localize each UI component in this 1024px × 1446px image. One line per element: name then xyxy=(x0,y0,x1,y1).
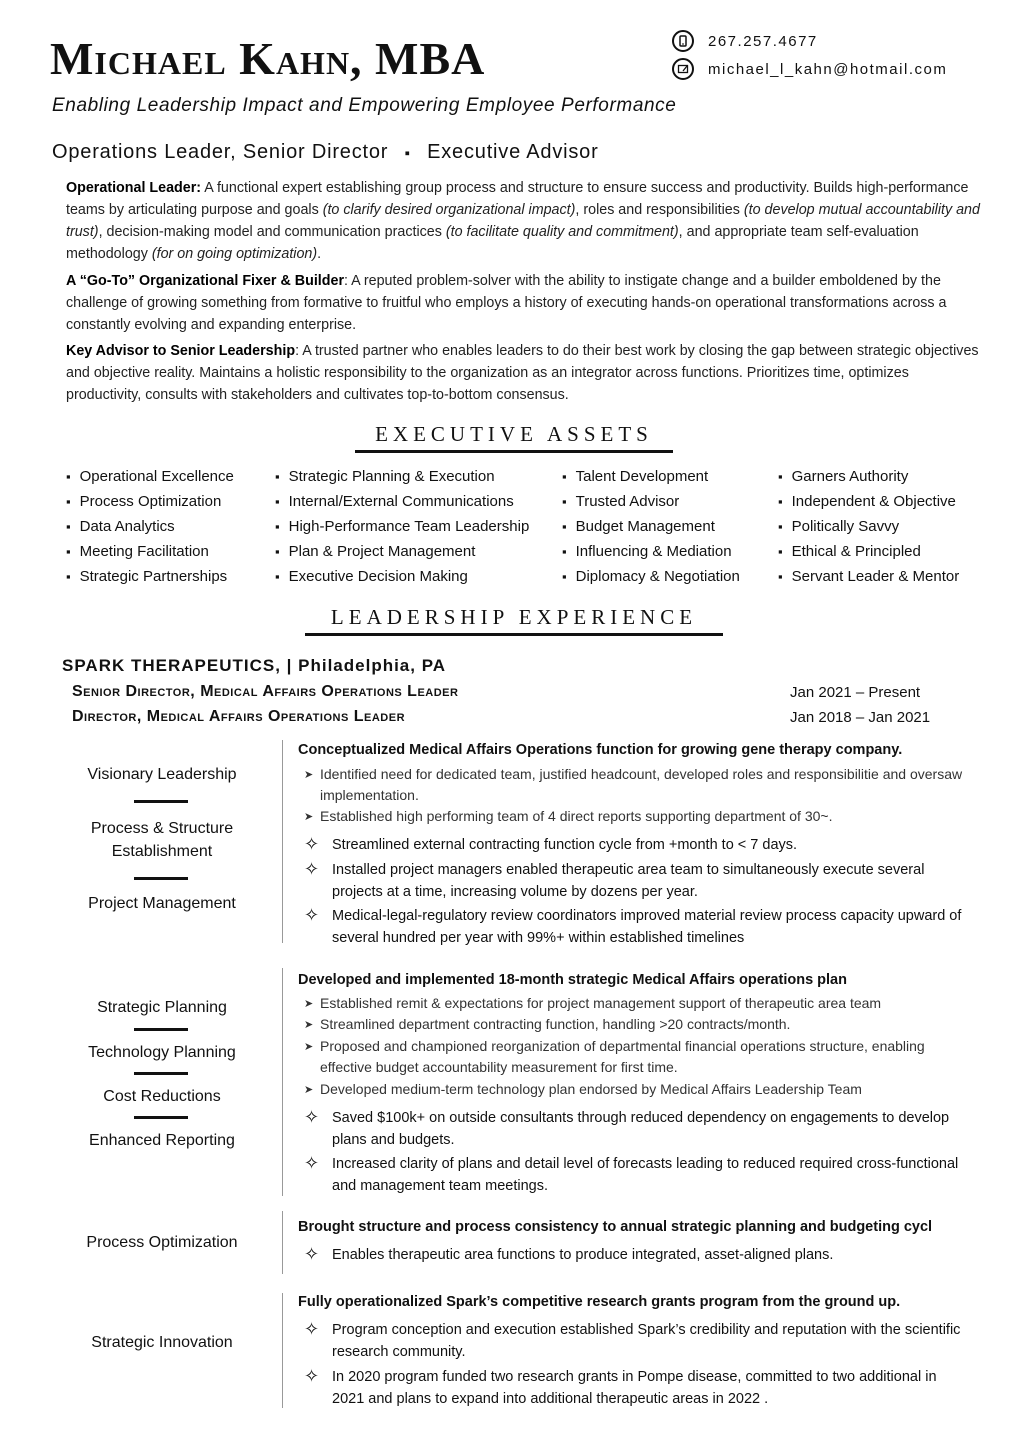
assets-column-3 xyxy=(562,464,740,589)
candidate-name: Michael Kahn, MBA xyxy=(50,33,486,84)
summary-label-2: A “Go-To” Organizational Fixer & Builder xyxy=(66,273,345,289)
asset-item: ▪ Executive Decision Making xyxy=(275,564,529,589)
skill-label: Cost Reductions xyxy=(103,1088,221,1105)
assets-column-2 xyxy=(275,464,529,589)
achievement-heading: Developed and implemented 18-month strategic Medical Affairs operations plan xyxy=(298,972,847,988)
sub-bullet: ➤ Developed medium-term technology plan endorsed by Medical Affairs Leadership Team xyxy=(320,1079,980,1100)
professional-subtitle xyxy=(52,141,599,164)
achievement-heading: Brought structure and process consistency to annual strategic planning and budgeting cycl xyxy=(298,1219,933,1235)
asset-item: ▪ Trusted Advisor xyxy=(562,489,740,514)
email-line xyxy=(672,58,947,80)
skill-label: Process & Structure Establishment xyxy=(90,820,234,860)
section-title-executive-assets: EXECUTIVE ASSETS xyxy=(355,422,673,453)
sub-bullet: ➤ Proposed and championed reorganization of departmental financial operations structure, enabling effective budget accountability measurement for first time. xyxy=(320,1036,980,1078)
asset-item: ▪ Strategic Planning & Execution xyxy=(275,464,529,489)
job-title-director: Director, Medical Affairs Operations Leader xyxy=(72,708,406,725)
summary-text: , decision-making model and communication practices xyxy=(98,224,446,240)
asset-item: ▪ Internal/External Communications xyxy=(275,489,529,514)
summary-italic: (to facilitate quality and commitment) xyxy=(445,224,679,240)
skill-label: Strategic Planning xyxy=(97,999,227,1016)
phone-line xyxy=(672,30,818,52)
asset-item: ▪ Data Analytics xyxy=(66,514,234,539)
skill-label: Process Optimization xyxy=(86,1234,238,1251)
sub-bullet: ➤ Established remit & expectations for project management support of therapeutic area team xyxy=(320,993,980,1014)
phone-number: 267.257.4677 xyxy=(708,32,818,50)
sub-bullet: ➤ Streamlined department contracting function, handling >20 contracts/month. xyxy=(320,1014,980,1035)
company-name: SPARK THERAPEUTICS, | Philadelphia, PA xyxy=(62,656,447,675)
summary-italic: (to develop mutual accountability and trust) xyxy=(66,202,980,240)
date-range-1: Jan 2021 – Present xyxy=(790,684,921,701)
achievement-bullet: ✧ In 2020 program funded two research grants in Pompe disease, committed to two additional in 2021 and plans to expand into additional therapeutic areas in 2022 . xyxy=(332,1366,972,1410)
skill-label: Technology Planning xyxy=(88,1044,236,1061)
asset-item: ▪ Ethical & Principled xyxy=(778,539,959,564)
label-divider xyxy=(134,1028,188,1031)
achievement-heading: Conceptualized Medical Affairs Operations function for growing gene therapy company. xyxy=(298,742,903,758)
asset-item: ▪ Talent Development xyxy=(562,464,740,489)
skill-label: Visionary Leadership xyxy=(87,766,237,783)
column-divider xyxy=(282,1293,283,1408)
asset-item: ▪ Plan & Project Management xyxy=(275,539,529,564)
summary-text: . xyxy=(317,246,322,262)
asset-item: ▪ Operational Excellence xyxy=(66,464,234,489)
column-divider xyxy=(282,740,283,943)
asset-item: ▪ Budget Management xyxy=(562,514,740,539)
skill-label: Project Management xyxy=(88,895,236,912)
summary-text: , roles and responsibilities xyxy=(575,202,744,218)
phone-icon xyxy=(672,30,694,52)
sub-bullet: ➤ Identified need for dedicated team, justified headcount, developed roles and responsibilitie and oversaw implementation. xyxy=(320,764,980,806)
achievement-bullet: ✧ Program conception and execution established Spark’s credibility and reputation with the scientific research community. xyxy=(332,1319,972,1363)
skill-label: Enhanced Reporting xyxy=(89,1132,235,1149)
summary-text: , and appropriate team self-evaluation methodology xyxy=(66,224,919,262)
subtitle-left: Operations Leader, Senior Director xyxy=(52,141,389,163)
label-divider xyxy=(134,877,188,880)
summary-label-3: Key Advisor to Senior Leadership xyxy=(66,343,296,359)
achievement-bullet: ✧ Enables therapeutic area functions to produce integrated, asset-aligned plans. xyxy=(332,1244,972,1266)
section-title-leadership-experience: LEADERSHIP EXPERIENCE xyxy=(305,605,723,636)
email-icon xyxy=(672,58,694,80)
asset-item: ▪ Garners Authority xyxy=(778,464,959,489)
achievement-bullet: ✧ Medical-legal-regulatory review coordinators improved material review process capacity upward of several hundred per year with 99%+ within established timelines xyxy=(332,905,972,949)
date-range-2: Jan 2018 – Jan 2021 xyxy=(790,709,931,726)
asset-item: ▪ Diplomacy & Negotiation xyxy=(562,564,740,589)
label-divider xyxy=(134,1116,188,1119)
label-divider xyxy=(134,1072,188,1075)
achievement-heading: Fully operationalized Spark’s competitive research grants program from the ground up. xyxy=(298,1294,901,1310)
summary-paragraph-2 xyxy=(66,270,986,336)
summary-text: : A reputed problem-solver with the ability to instigate change and a builder emboldened by the challenge of growing something from formative to fruitful who employs a history of executing hands-on operational transformations across a constantly evolving and expanding enterprise. xyxy=(66,273,947,333)
achievement-bullet: ✧ Installed project managers enabled therapeutic area team to simultaneously execute several projects at a time, increasing volume by dozens per year. xyxy=(332,859,972,903)
assets-column-4 xyxy=(778,464,959,589)
tagline: Enabling Leadership Impact and Empowering Employee Performance xyxy=(52,95,677,116)
achievement-bullet: ✧ Increased clarity of plans and detail level of forecasts leading to reduced required cross-functional and management team meetings. xyxy=(332,1153,972,1197)
summary-italic: (for on going optimization) xyxy=(151,246,318,262)
email-address: michael_l_kahn@hotmail.com xyxy=(708,60,948,78)
subtitle-right: Executive Advisor xyxy=(427,141,599,163)
asset-item: ▪ Servant Leader & Mentor xyxy=(778,564,959,589)
subtitle-separator: ▪ xyxy=(404,145,411,162)
summary-italic: (to clarify desired organizational impact) xyxy=(322,202,576,218)
sub-bullet: ➤ Established high performing team of 4 direct reports supporting department of 30~. xyxy=(320,806,980,827)
column-divider xyxy=(282,968,283,1196)
summary-paragraph-3 xyxy=(66,340,986,406)
summary-text: : A trusted partner who enables leaders to do their best work by closing the gap between strategic objectives and objective reality. Maintains a holistic responsibility to the organization as an integrator across functions. Prioritizes time, optimizes productivity, consults with stakeholders and cultivates top-to-bottom consensus. xyxy=(66,343,979,403)
achievement-bullet: ✧ Saved $100k+ on outside consultants through reduced dependency on engagements to develop plans and budgets. xyxy=(332,1107,972,1151)
asset-item: ▪ Strategic Partnerships xyxy=(66,564,234,589)
assets-column-1 xyxy=(66,464,234,589)
job-title-senior-director: Senior Director, Medical Affairs Operations Leader xyxy=(72,683,459,700)
achievement-bullet: ✧ Streamlined external contracting function cycle from +month to < 7 days. xyxy=(332,834,972,856)
column-divider xyxy=(282,1211,283,1274)
asset-item: ▪ Politically Savvy xyxy=(778,514,959,539)
asset-item: ▪ Influencing & Mediation xyxy=(562,539,740,564)
asset-item: ▪ High-Performance Team Leadership xyxy=(275,514,529,539)
summary-text: A functional expert establishing group process and structure to ensure success and productivity. Builds high-performance teams by articulating purpose and goals xyxy=(66,180,969,218)
asset-item: ▪ Independent & Objective xyxy=(778,489,959,514)
skill-label: Strategic Innovation xyxy=(91,1334,233,1351)
summary-label-1: Operational Leader: xyxy=(66,180,202,196)
label-divider xyxy=(134,800,188,803)
asset-item: ▪ Meeting Facilitation xyxy=(66,539,234,564)
summary-paragraph-1 xyxy=(66,177,986,265)
asset-item: ▪ Process Optimization xyxy=(66,489,234,514)
